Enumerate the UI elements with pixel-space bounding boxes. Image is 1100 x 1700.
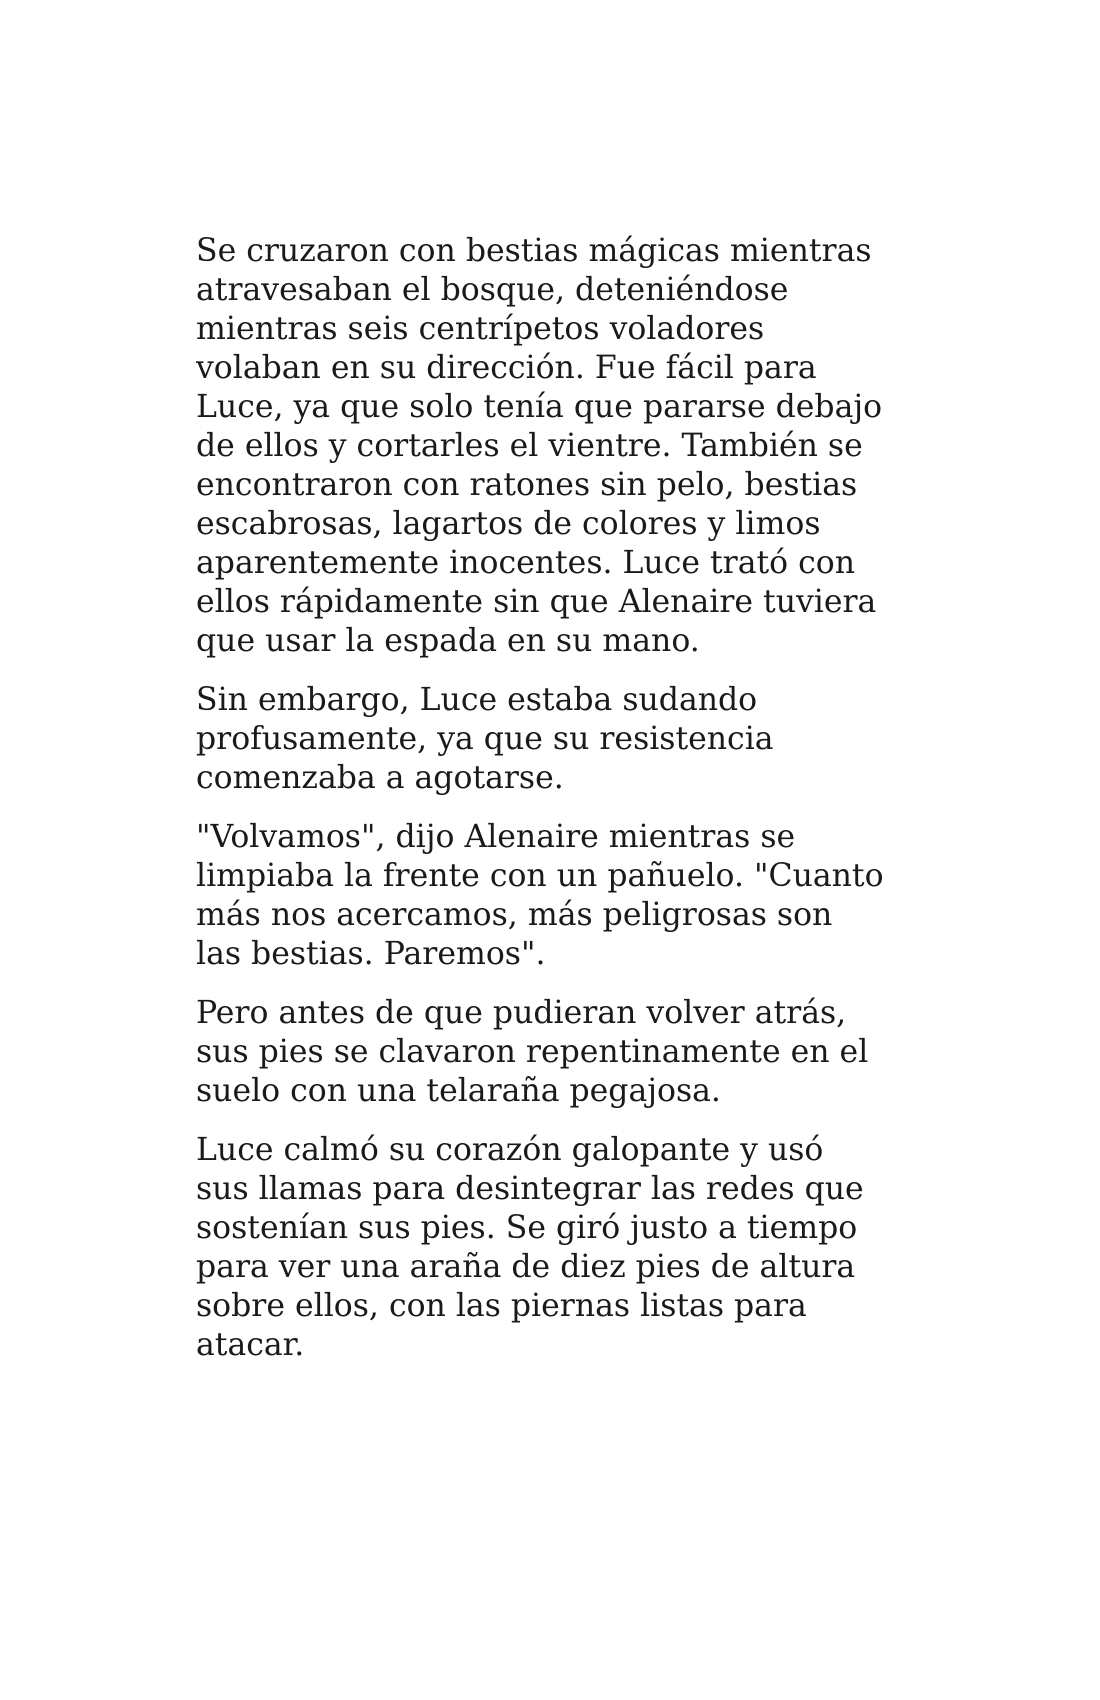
text-line: Se cruzaron con bestias mágicas mientras <box>196 233 872 269</box>
text-line: aparentemente inocentes. Luce trató con <box>196 545 856 581</box>
text-line: volaban en su dirección. Fue fácil para <box>196 350 817 386</box>
text-line: más nos acercamos, más peligrosas son <box>196 897 833 933</box>
text-line: las bestias. Paremos". <box>196 936 546 972</box>
text-line: escabrosas, lagartos de colores y limos <box>196 506 821 542</box>
text-line: sostenían sus pies. Se giró justo a tiempo <box>196 1210 858 1246</box>
text-line: de ellos y cortarles el vientre. También se <box>196 428 863 464</box>
paragraph-5 <box>196 1131 916 1365</box>
text-line: sus pies se clavaron repentinamente en el <box>196 1034 869 1070</box>
text-line: suelo con una telaraña pegajosa. <box>196 1073 721 1109</box>
text-line: mientras seis centrípetos voladores <box>196 311 765 347</box>
text-line: Luce calmó su corazón galopante y usó <box>196 1132 824 1168</box>
paragraph-4 <box>196 994 916 1111</box>
text-line: para ver una araña de diez pies de altura <box>196 1249 856 1285</box>
text-line: atacar. <box>196 1327 305 1363</box>
text-line: sus llamas para desintegrar las redes que <box>196 1171 864 1207</box>
text-line: encontraron con ratones sin pelo, bestias <box>196 467 858 503</box>
text-line: Luce, ya que solo tenía que pararse debajo <box>196 389 883 425</box>
text-line: "Volvamos", dijo Alenaire mientras se <box>196 819 796 855</box>
body-text <box>196 232 916 1385</box>
text-line: ellos rápidamente sin que Alenaire tuviera <box>196 584 877 620</box>
paragraph-2 <box>196 681 916 798</box>
paragraph-1 <box>196 232 916 661</box>
text-line: sobre ellos, con las piernas listas para <box>196 1288 807 1324</box>
text-line: profusamente, ya que su resistencia <box>196 721 774 757</box>
paragraph-3 <box>196 818 916 974</box>
text-line: atravesaban el bosque, deteniéndose <box>196 272 789 308</box>
text-line: Pero antes de que pudieran volver atrás, <box>196 995 847 1031</box>
text-line: limpiaba la frente con un pañuelo. "Cuanto <box>196 858 884 894</box>
text-line: que usar la espada en su mano. <box>196 623 700 659</box>
text-line: comenzaba a agotarse. <box>196 760 564 796</box>
text-line: Sin embargo, Luce estaba sudando <box>196 682 758 718</box>
